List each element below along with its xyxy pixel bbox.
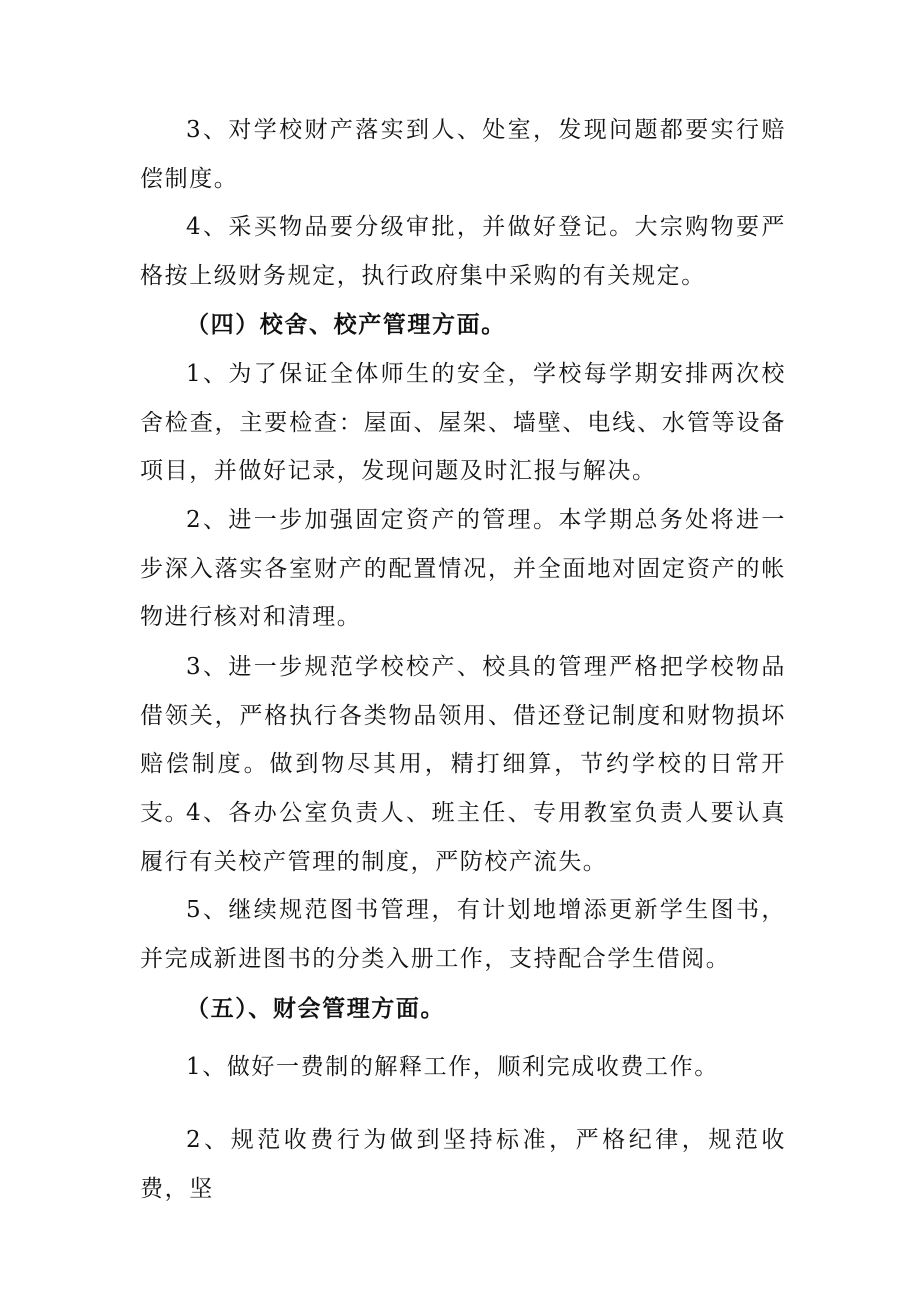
paragraph-office-responsibility: 4、各办公室负责人、班主任、专用教室负责人要认真履行有关校产管理的制度，严防校产流失。 [140,800,786,875]
paragraph-fee-regulation: 2、规范收费行为做到坚持标准，严格纪律，规范收费，坚 [140,1127,786,1202]
paragraph-fee-explanation: 1、做好一费制的解释工作，顺利完成收费工作。 [186,1054,719,1080]
paragraph-library-management: 5、继续规范图书管理，有计划地增添更新学生图书，并完成新进图书的分类入册工作，支持配合学生借阅。 [140,897,786,972]
section-heading-school-property: （四）校舍、校产管理方面。 [186,311,506,338]
paragraph-property-rules: 3、进一步规范学校校产、校具的管理严格把学校物品借领关，严格执行各类物品领用、借还登记制度和财物损坏赔偿制度。做到物尽其用，精打细算，节约学校的日常开支。 [140,654,786,826]
paragraph-compensation-system: 3、对学校财产落实到人、处室，发现问题都要实行赔偿制度。 [140,117,786,192]
section-heading-finance: （五）、财会管理方面。 [186,995,446,1022]
paragraph-purchase-approval: 4、采买物品要分级审批，并做好登记。大宗购物要严格按上级财务规定，执行政府集中采购的有关规定。 [140,214,786,289]
paragraph-building-inspection: 1、为了保证全体师生的安全，学校每学期安排两次校舍检查，主要检查：屋面、屋架、墙壁、电线、水管等设备项目，并做好记录，发现问题及时汇报与解决。 [140,361,786,484]
paragraph-fixed-assets: 2、进一步加强固定资产的管理。本学期总务处将进一步深入落实各室财产的配置情况，并全面地对固定资产的帐物进行核对和清理。 [140,507,786,630]
